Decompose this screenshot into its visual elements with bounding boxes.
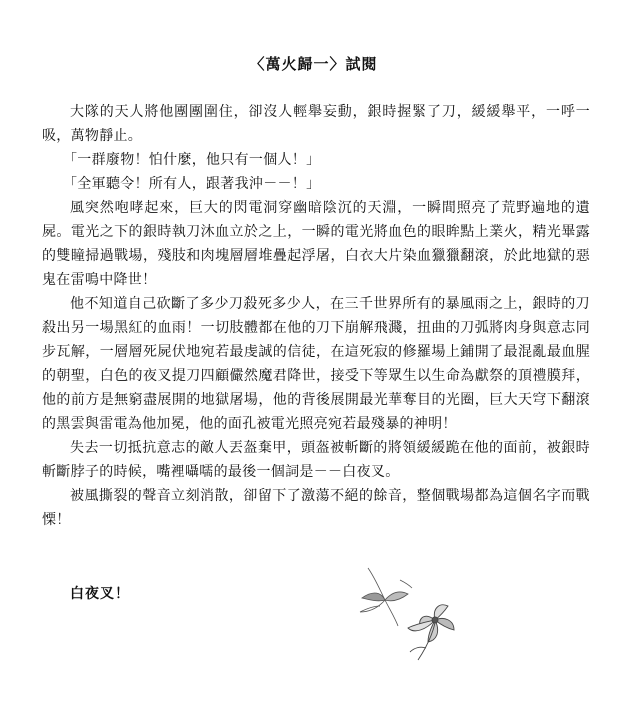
dialogue-line-2: 「全軍聽令！所有人，跟著我沖－－！」 xyxy=(63,176,321,192)
paragraph-4: 失去一切抵抗意志的敵人丟盔棄甲，頭盔被斬斷的將領緩緩跪在他的面前，被銀時斬斷脖子的時候，嘴裡囁嚅的最後一個詞是－－白夜叉。 xyxy=(42,440,590,480)
dialogue-line-1: 「一群廢物！怕什麼，他只有一個人！」 xyxy=(63,152,321,168)
paragraph-1: 大隊的天人將他團團圍住，卻沒人輕舉妄動，銀時握緊了刀，緩緩舉平，一呼一吸，萬物靜止。 xyxy=(42,104,590,144)
document-title: 〈萬火歸一〉試閱 xyxy=(249,55,378,73)
paragraph-3: 他不知道自己砍斷了多少刀殺死多少人，在三千世界所有的暴風雨之上，銀時的刀殺出另一場黑紅的血雨！一切肢體都在他的刀下崩解飛濺，扭曲的刀弧將肉身與意志同步瓦解，一層層死屍伏地宛若最虔誠的信徒，在這死寂的修羅場上鋪開了最混亂最血腥的朝聖，白色的夜叉提刀四顧儼然魔君降世，接受下等眾生以生命為獻祭的頂禮膜拜，他的前方是無窮盡展開的地獄屠場，他的背後展開最光華奪目的光圈，巨大天穹下翻滾的黑雲與雷電為他加冕，他的面孔被電光照亮宛若最殘暴的神明！ xyxy=(42,296,590,432)
flower-illustration-icon xyxy=(340,560,490,670)
paragraph-5: 被風撕裂的聲音立刻消散，卻留下了激蕩不絕的餘音，整個戰場都為這個名字而戰慄！ xyxy=(42,488,590,528)
document-body xyxy=(42,100,590,532)
closing-line: 白夜叉！ xyxy=(70,586,130,602)
paragraph-2: 風突然咆哮起來，巨大的閃電洞穿幽暗陰沉的天淵，一瞬間照亮了荒野遍地的遺屍。電光之下的銀時執刀沐血立於之上，一瞬的電光將血色的眼眸點上業火，精光畢露的雙瞳掃過戰場，殘肢和肉塊層層堆疊起浮屠，白衣大片染血獵獵翻滾，於此地獄的惡鬼在雷鳴中降世！ xyxy=(42,200,590,288)
